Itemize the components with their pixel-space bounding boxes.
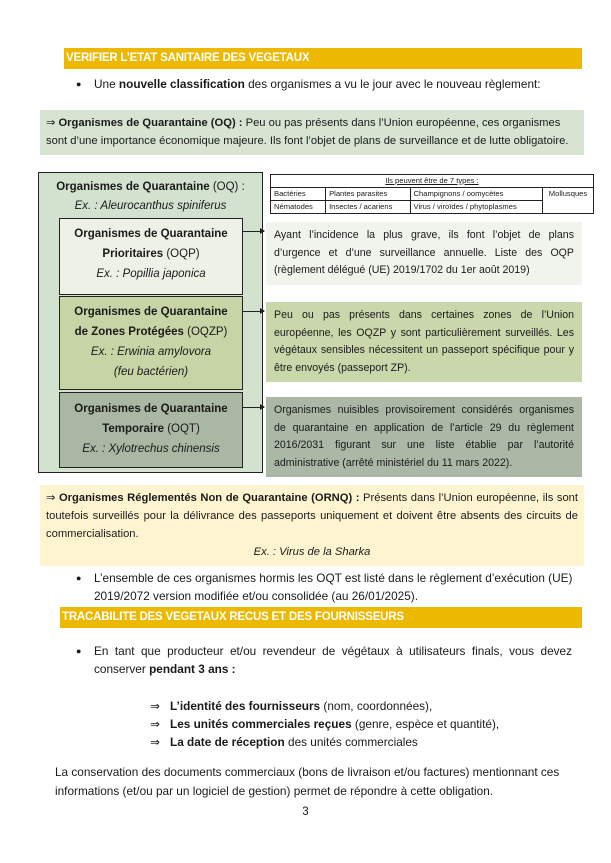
bullet-icon: ● — [76, 79, 82, 89]
arrow-icon-oqt — [242, 407, 264, 408]
page-number: 3 — [302, 806, 309, 818]
bullet-icon: ● — [76, 573, 82, 583]
bullet-new-classification: ● Une nouvelle classification des organismes a vu le jour avec le nouveau règlement: — [76, 77, 541, 91]
category-box-oqzp: Organismes de Quarantaine de Zones Protégées (OQZP) Ex. : Erwinia amylovora (feu bactérien) — [59, 296, 243, 390]
list-item: ⇒ Les unités commerciales reçues (genre, espèce et quantité), — [150, 717, 500, 731]
oq-definition-box: ⇒ Organismes de Quarantaine (OQ) : Peu ou pas présents dans l’Union européenne, ces organismes sont d’une importance économique majeure. Ils font l’objet de plans de surveillance et de lutte obligatoire. — [40, 110, 584, 155]
arrow-icon: ⇒ — [150, 717, 160, 731]
example-oqt: Ex. : Xylotrechus chinensis — [82, 443, 220, 455]
description-oqzp: Peu ou pas présents dans certaines zones de l’Union européenne, les OQZP y sont particulièrement surveillés. Les végétaux sensibles nécessitent un passeport spécifique pour y être envoyés (passeport ZP). — [266, 302, 582, 382]
table-cell: Insectes / acariens — [326, 201, 410, 214]
example-oqp: Ex. : Popillia japonica — [96, 268, 206, 280]
ornq-definition-box: ⇒ Organismes Réglementés Non de Quarantaine (ORNQ) : Présents dans l’Union européenne, ils sont toutefois surveillés pour la délivrance des passeports uniquement et doivent être absents des circuits de commercialisation. Ex. : Virus de la Sharka — [40, 485, 584, 566]
arrow-icon-oqzp — [242, 311, 264, 312]
oq-diagram-outer-box: Organismes de Quarantaine (OQ) : Ex. : Aleurocanthus spiniferus — [38, 172, 263, 473]
arrow-icon: ⇒ — [46, 492, 59, 504]
section-header-text: TRACABILITE DES VEGETAUX RECUS ET DES FOURNISSEURS — [62, 611, 404, 623]
bullet-keep-records: ● En tant que producteur et/ou revendeur de végétaux à utilisateurs finals, vous devez conserver pendant 3 ans : — [76, 644, 572, 676]
ornq-example: Ex. : Virus de la Sharka — [253, 546, 371, 558]
table-cell: Mollusques — [543, 188, 594, 214]
section-header-text: VERIFIER L’ETAT SANITAIRE DES VEGETAUX — [66, 52, 310, 64]
outer-example: Ex. : Aleurocanthus spiniferus — [74, 200, 227, 212]
table-cell: Champignons / oomycètes — [410, 188, 542, 201]
section-header-sanitary — [64, 48, 582, 69]
outer-title: Organismes de Quarantaine — [56, 181, 210, 193]
example-oqzp: Ex. : Erwinia amylovora (feu bactérien) — [90, 346, 212, 378]
types-table-caption: Ils peuvent être de 7 types : — [271, 175, 594, 188]
category-box-oqp: Organismes de Quarantaine Prioritaires (OQP) Ex. : Popillia japonica — [59, 218, 243, 295]
list-item: ⇒ La date de réception des unités commerciales — [150, 735, 418, 749]
description-oqt: Organismes nuisibles provisoirement considérés organismes de quarantaine en application de l’article 29 du règlement 2016/2031 figurant sur une liste établie par l’autorité administrative (arrêté ministériel du 11 mars 2022). — [266, 397, 582, 477]
arrow-icon: ⇒ — [150, 699, 160, 713]
bullet-icon: ● — [76, 646, 82, 656]
types-table — [270, 174, 594, 214]
table-cell: Plantes parasites — [326, 188, 410, 201]
category-box-oqt: Organismes de Quarantaine Temporaire (OQT) Ex. : Xylotrechus chinensis — [59, 392, 243, 468]
arrow-icon: ⇒ — [46, 117, 59, 129]
arrow-icon: ⇒ — [150, 735, 160, 749]
description-oqp: Ayant l’incidence la plus grave, ils font l’objet de plans d’urgence et d’une surveillance annuelle. Liste des OQP (règlement délégué (UE) 2019/1702 du 1er août 2019) — [266, 222, 582, 285]
closing-paragraph: La conservation des documents commerciaux (bons de livraison et/ou factures) mentionnant ces informations (et/ou par un logiciel de gestion) permet de répondre à cette obligation. — [55, 765, 560, 798]
table-cell: Bactéries — [271, 188, 326, 201]
table-cell: Virus / viroïdes / phytoplasmes — [410, 201, 542, 214]
arrow-icon-oqp — [242, 231, 264, 232]
requirements-list — [150, 697, 570, 751]
table-cell: Nématodes — [271, 201, 326, 214]
list-item: ⇒ L’identité des fournisseurs (nom, coordonnées), — [150, 699, 433, 713]
bullet-regulation: ● L’ensemble de ces organismes hormis les OQT est listé dans le règlement d’exécution (UE) 2019/2072 version modifiée et/ou consolidée (au 26/01/2025). — [76, 571, 573, 603]
section-header-traceability — [60, 607, 582, 628]
